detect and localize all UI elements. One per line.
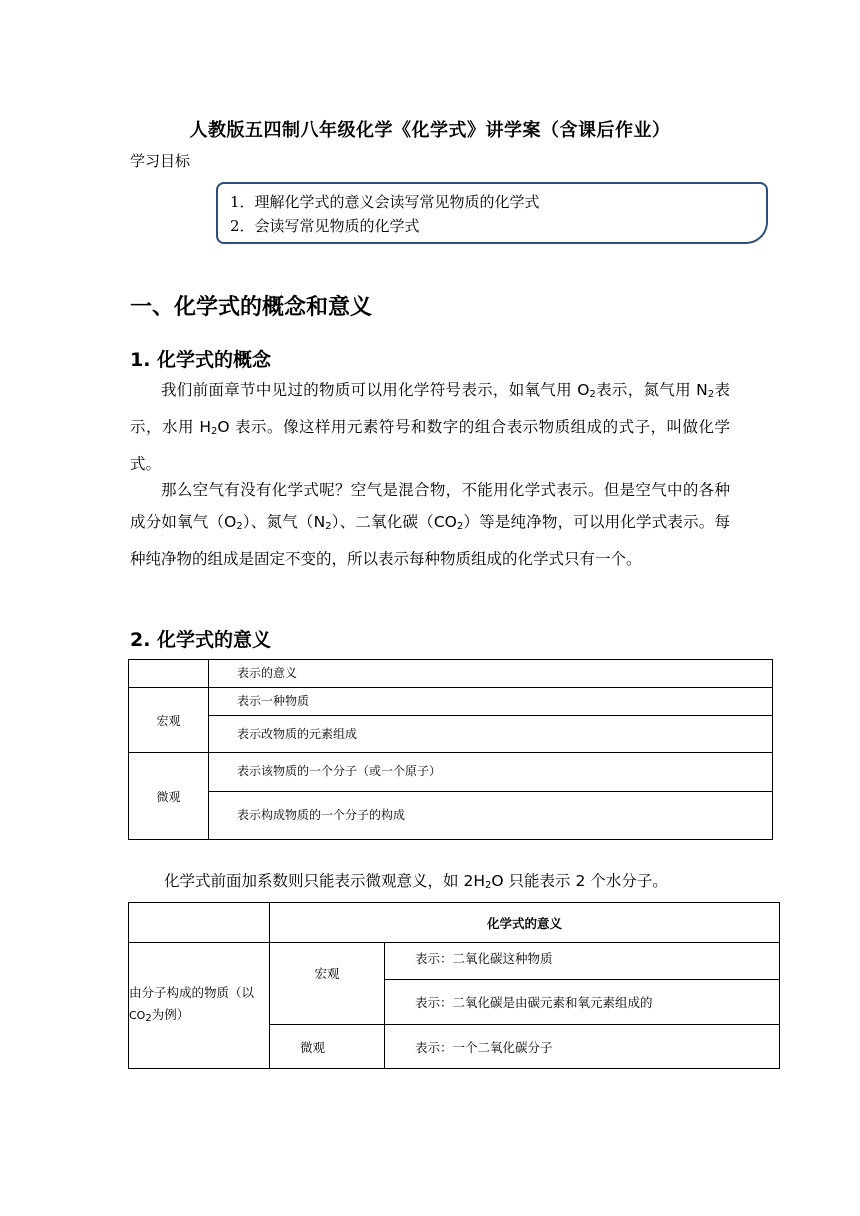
table-cell: 表示改物质的元素组成: [209, 716, 773, 753]
co2-meaning-table: [128, 902, 780, 1069]
micro-label: 微观: [270, 1025, 385, 1069]
subsection-heading-concept: 1. 化学式的概念: [130, 349, 272, 371]
table-cell: 表示：二氧化碳这种物质: [385, 943, 780, 980]
row-label: 由分子构成的物质（以$CO_2$为例）: [129, 943, 270, 1069]
note-paragraph: 化学式前面加系数则只能表示微观意义，如 $2H_2O$ 只能表示 2 个水分子。: [164, 872, 668, 891]
meaning-table: [128, 659, 773, 840]
goal-item-2: 2．会读写常见物质的化学式: [230, 217, 420, 235]
table-cell: 表示：一个二氧化碳分子: [385, 1025, 780, 1069]
table-cell: 表示：二氧化碳是由碳元素和氧元素组成的: [385, 980, 780, 1025]
page-title: 人教版五四制八年级化学《化学式》讲学案（含课后作业）: [189, 120, 671, 141]
concept-paragraph-2: 那么空气有没有化学式呢？空气是混合物，不能用化学式表示。但是空气中的各种成分如氧气$(O_2)$、氮气$(N_2)$、二氧化碳$(CO_2)$等是纯净物，可以用化学式表示。每种纯净物的组成是固定不变的，所以表示每种物质组成的化学式只有一个。: [130, 481, 730, 568]
table-header-cell: 表示的意义: [209, 660, 773, 688]
micro-label: 微观: [129, 753, 209, 840]
concept-paragraph-1: 我们前面章节中见过的物质可以用化学符号表示，如氧气用 $O_2$表示，氮气用 $N_2$表示，水用 $H_2O$ 表示。像这样用元素符号和数字的组合表示物质组成的式子，叫做化学式。: [130, 381, 730, 473]
table-cell: 表示该物质的一个分子（或一个原子）: [209, 753, 773, 792]
subsection-heading-meaning: 2. 化学式的意义: [130, 629, 272, 651]
goal-item-1: 1．理解化学式的意义会读写常见物质的化学式: [230, 193, 540, 211]
learning-goals-label: 学习目标: [130, 152, 191, 170]
table-cell: 表示一种物质: [209, 688, 773, 716]
table-cell: 表示构成物质的一个分子的构成: [209, 792, 773, 840]
table-header-cell: 化学式的意义: [270, 903, 780, 943]
section-heading: 一、化学式的概念和意义: [130, 295, 373, 320]
macro-label: 宏观: [129, 688, 209, 753]
macro-label: 宏观: [270, 943, 385, 1025]
